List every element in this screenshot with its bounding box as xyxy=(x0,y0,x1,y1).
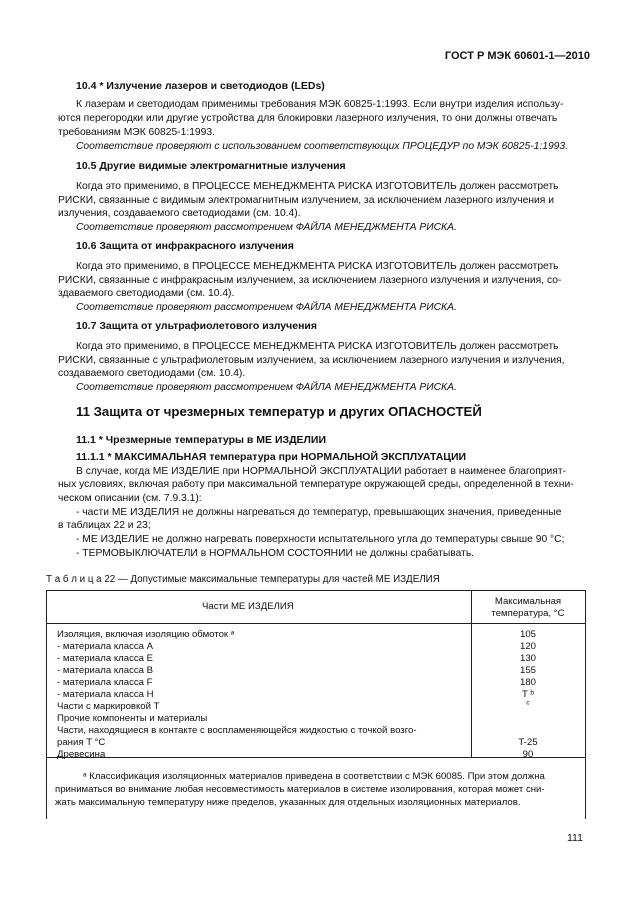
section-10-5-compliance: Соответствие проверяют рассмотрением ФАЙЛА МЕНЕДЖМЕНТА РИСКА. xyxy=(76,222,457,233)
temperature-table xyxy=(46,590,586,819)
section-11-line-3: ческом описании (см. 7.9.3.1): xyxy=(58,493,202,504)
section-10-4-line-3: требованиям МЭК 60825-1:1993. xyxy=(58,127,215,138)
table-row-temp: 90 xyxy=(522,749,534,760)
table-row-part: Древесина xyxy=(57,749,106,760)
section-11-line-5: в таблицах 22 и 23; xyxy=(58,520,151,531)
section-11-line-7: - ТЕРМОВЫКЛЮЧАТЕЛИ в НОРМАЛЬНОМ СОСТОЯНИИ не должны срабатывать. xyxy=(76,548,475,559)
section-10-4-line-1: К лазерам и светодиодам применимы требования МЭК 60825-1:1993. Если внутри изделия использу- xyxy=(76,99,564,110)
table-col-parts-header: Части МЕ ИЗДЕЛИЯ xyxy=(202,601,294,612)
section-10-6-line-2: РИСКИ, связанные с инфракрасным излучением, за исключением лазерного излучения и излучения, со- xyxy=(58,275,562,286)
table-footnote-line-2: приниматься во внимание любая несовместимость материалов в системе изолирования, которая может сни- xyxy=(55,784,545,795)
table-row-part: - материала класса Е xyxy=(57,653,154,664)
table-row-part: рания T °С xyxy=(57,737,106,748)
table-row-part: Изоляция, включая изоляцию обмоток ᵃ xyxy=(57,629,235,640)
section-11-1-1-title: 11.1.1 * МАКСИМАЛЬНАЯ температура при НОРМАЛЬНОЙ ЭКСПЛУАТАЦИИ xyxy=(76,451,467,463)
section-10-6-compliance: Соответствие проверяют рассмотрением ФАЙЛА МЕНЕДЖМЕНТА РИСКА. xyxy=(76,302,457,313)
table-footnote-line-3: жать максимальную температуру ниже пределов, указанных для отдельных изоляционных материалов. xyxy=(55,797,521,808)
section-10-6-line-3: здаваемого светодиодами (см. 10.4). xyxy=(58,288,235,299)
section-10-5-title: 10.5 Другие видимые электромагнитные излучения xyxy=(76,160,346,172)
section-11-line-2: ных условиях, включая работу при максимальной температуре окружающей среды, определенной в техни- xyxy=(58,479,574,490)
section-11-title: 11 Защита от чрезмерных температур и других ОПАСНОСТЕЙ xyxy=(76,404,482,419)
table-row-temp: T ᵇ xyxy=(522,689,534,700)
table-row-temp: 155 xyxy=(519,665,536,676)
table-column-divider xyxy=(471,591,472,757)
page-number: 111 xyxy=(567,832,583,844)
section-11-line-1: В случае, когда МЕ ИЗДЕЛИЕ при НОРМАЛЬНОЙ ЭКСПЛУАТАЦИИ работает в наименее благоприят- xyxy=(76,466,567,477)
section-10-7-compliance: Соответствие проверяют рассмотрением ФАЙЛА МЕНЕДЖМЕНТА РИСКА. xyxy=(76,382,457,393)
section-10-7-line-2: РИСКИ, связанные с ультрафиолетовым излучением, за исключением лазерного излучения и излучения, xyxy=(58,355,565,366)
table-row-part: - материала класса F xyxy=(57,677,153,688)
section-11-line-6: - МЕ ИЗДЕЛИЕ не должно нагревать поверхности испытательного угла до температуры свыше 90 °С; xyxy=(76,534,565,545)
table-row-temp: T-25 xyxy=(518,737,538,748)
section-10-5-line-3: излучения, создаваемого светодиодами (см. 10.4). xyxy=(58,208,301,219)
table-col-temp-header-line-1: Максимальная xyxy=(494,596,562,607)
table-row-part: Части с маркировкой Т xyxy=(57,701,160,712)
table-col-temp-header-line-2: температура, °С xyxy=(491,608,565,619)
table-row-part: - материала класса В xyxy=(57,665,154,676)
section-10-4-line-2: ются перегородки или другие устройства для блокировки лазерного излучения, то они должны отвечать xyxy=(58,113,558,124)
section-10-5-line-2: РИСКИ, связанные с видимым электромагнитным излучением, за исключением лазерного излучения и xyxy=(58,195,554,206)
section-10-4-title: 10.4 * Излучение лазеров и светодиодов (LEDs) xyxy=(76,80,325,92)
section-10-5-line-1: Когда это применимо, в ПРОЦЕССЕ МЕНЕДЖМЕНТА РИСКА ИЗГОТОВИТЕЛЬ должен рассмотреть xyxy=(76,181,559,192)
table-row-part: Части, находящиеся в контакте с воспламеняющейся жидкостью с точкой возго- xyxy=(57,725,417,736)
section-11-1-title: 11.1 * Чрезмерные температуры в МЕ ИЗДЕЛИИ xyxy=(76,434,327,446)
section-11-line-4: - части МЕ ИЗДЕЛИЯ не должны нагреваться до температур, превышающих значения, приведенные xyxy=(76,507,562,518)
table-row-temp: 120 xyxy=(519,641,536,652)
section-10-6-title: 10.6 Защита от инфракрасного излучения xyxy=(76,240,294,252)
table-caption: Т а б л и ц а 22 — Допустимые максимальные температуры для частей МЕ ИЗДЕЛИЯ xyxy=(46,574,440,585)
table-row-part: - материала класса А xyxy=(57,641,154,652)
table-row-temp: 105 xyxy=(519,629,536,640)
section-10-7-line-1: Когда это применимо, в ПРОЦЕССЕ МЕНЕДЖМЕНТА РИСКА ИЗГОТОВИТЕЛЬ должен рассмотреть xyxy=(76,341,559,352)
table-header-divider xyxy=(47,623,585,624)
document-header: ГОСТ Р МЭК 60601-1—2010 xyxy=(444,50,590,62)
table-row-part: Прочие компоненты и материалы xyxy=(57,713,208,724)
table-row-temp: 180 xyxy=(519,677,536,688)
table-footnote-line-1: ᵃ Классификация изоляционных материалов приведена в соответствии с МЭК 60085. При этом должна xyxy=(83,771,545,782)
section-10-6-line-1: Когда это применимо, в ПРОЦЕССЕ МЕНЕДЖМЕНТА РИСКА ИЗГОТОВИТЕЛЬ должен рассмотреть xyxy=(76,261,559,272)
section-10-7-line-3: создаваемого светодиодами (см. 10.4). xyxy=(58,368,246,379)
section-10-7-title: 10.7 Защита от ультрафиолетового излучения xyxy=(76,320,318,332)
section-10-4-compliance: Соответствие проверяют с использованием соответствующих ПРОЦЕДУР по МЭК 60825-1:1993. xyxy=(76,141,568,152)
table-row-temp: ᶜ xyxy=(526,699,530,710)
table-row-part: - материала класса Н xyxy=(57,689,154,700)
table-row-temp: 130 xyxy=(519,653,536,664)
